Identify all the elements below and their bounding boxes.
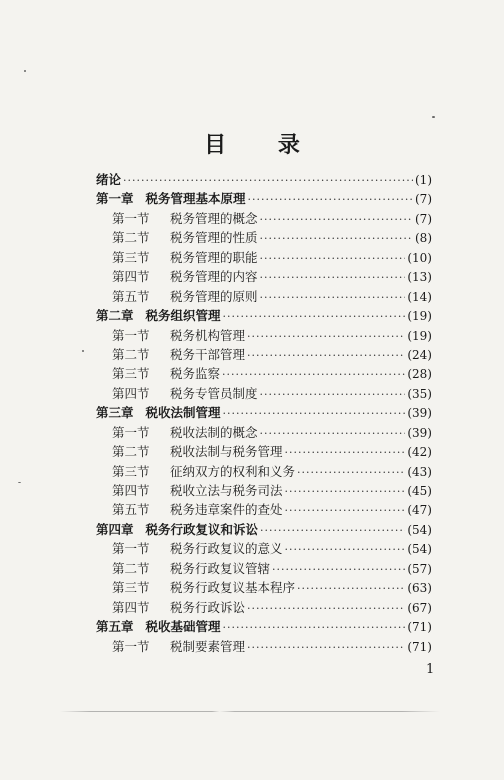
toc-page-ref: (10) [407, 250, 432, 265]
toc-leader-dots [247, 327, 405, 346]
toc-page-ref: (47) [407, 503, 432, 518]
toc-page-ref: (57) [407, 561, 432, 576]
toc-entry-label [96, 267, 260, 286]
toc-entry-title: 税收法制的概念 [170, 424, 258, 440]
toc-section-row [96, 287, 432, 306]
toc-leader-dots [223, 404, 406, 423]
toc-page-ref: (24) [407, 347, 432, 362]
toc-chapter-row [96, 403, 432, 422]
toc-entry-number: 第三节 [112, 366, 150, 382]
toc-section-row [96, 326, 432, 345]
toc-leader-dots [260, 424, 406, 443]
toc-entry-label [96, 559, 272, 578]
toc-entry-number: 第三节 [112, 580, 150, 596]
toc-entry-number: 第四节 [112, 599, 150, 615]
toc-entry-number: 第二节 [112, 230, 150, 246]
toc-section-row [96, 539, 432, 558]
toc-page-ref: (13) [407, 270, 432, 285]
toc-leader-dots [285, 501, 406, 520]
toc-leader-dots [260, 288, 406, 307]
toc-page-ref: (67) [407, 600, 432, 615]
toc-entry-label [96, 500, 285, 519]
toc-section-row [96, 578, 432, 597]
toc-section-row [96, 559, 432, 578]
toc-section-row [96, 364, 432, 383]
toc-page-ref: (54) [407, 522, 432, 537]
toc-page-ref: (43) [407, 464, 432, 479]
toc-entry-label [96, 423, 260, 442]
toc-section-row [96, 462, 432, 481]
toc-page-ref: (19) [407, 309, 432, 324]
toc-section-row [96, 267, 432, 286]
toc-leader-dots [285, 540, 406, 559]
toc-leader-dots [285, 482, 406, 501]
toc-entry-number: 第四章 [96, 521, 134, 537]
toc-entry-label [96, 248, 260, 267]
toc-entry-title: 税务管理的内容 [170, 269, 258, 285]
bottom-scan-line [60, 711, 440, 712]
toc-leader-dots [222, 365, 405, 384]
toc-page-ref: (35) [407, 386, 432, 401]
toc-section-row [96, 637, 432, 656]
toc-entry-title: 税务行政复议基本程序 [170, 580, 296, 596]
toc-leader-dots [297, 579, 405, 598]
toc-entry-label [96, 189, 248, 208]
toc-entry-title: 税务行政复议的意义 [170, 541, 283, 557]
toc-entry-label [96, 384, 260, 403]
toc-entry-number: 第一章 [96, 191, 134, 207]
toc-leader-dots [297, 463, 405, 482]
scan-speck [432, 116, 435, 118]
toc-section-row [96, 598, 432, 617]
toc-entry-title: 税收法制与税务管理 [170, 444, 283, 460]
toc-entry-number: 第三节 [112, 249, 150, 265]
toc-section-row [96, 228, 432, 247]
toc-entry-label [96, 598, 247, 617]
toc-entry-title: 税务管理的职能 [170, 249, 258, 265]
toc-leader-dots [247, 638, 405, 657]
toc-entry-number: 第二节 [112, 444, 150, 460]
toc-entry-label [96, 306, 223, 325]
toc-entry-label [96, 578, 297, 597]
toc-entry-number: 第三章 [96, 405, 134, 421]
toc-entry-number: 第一节 [112, 638, 150, 654]
toc-page-ref: (28) [407, 367, 432, 382]
toc-entry-title: 税务管理的性质 [170, 230, 258, 246]
toc-section-row [96, 481, 432, 500]
toc-entry-number: 第二节 [112, 560, 150, 576]
toc-leader-dots [272, 560, 405, 579]
toc-entry-title: 税制要素管理 [170, 638, 246, 654]
toc-entry-number: 第四节 [112, 269, 150, 285]
toc-entry-title: 税务专管员制度 [170, 385, 258, 401]
toc-entry-title: 征纳双方的权利和义务 [170, 463, 296, 479]
toc-entry-number: 第三节 [112, 463, 150, 479]
toc-entry-number: 第一节 [112, 327, 150, 343]
toc-leader-dots [247, 346, 405, 365]
toc-page-ref: (45) [407, 484, 432, 498]
toc-entry-number: 第四节 [112, 483, 150, 498]
toc-section-row [96, 442, 432, 461]
scan-speck [18, 482, 21, 483]
toc-entry-number: 第二节 [112, 346, 150, 362]
toc-leader-dots [223, 618, 406, 637]
toc-entry-number: 第五节 [112, 502, 150, 518]
toc-chapter-row [96, 170, 432, 189]
toc-entry-title: 税收立法与税务司法 [170, 483, 283, 498]
toc-leader-dots [123, 171, 413, 190]
toc-leader-dots [247, 599, 405, 618]
toc-entry-title: 税务行政诉讼 [170, 599, 246, 615]
toc-page-ref: (54) [407, 542, 432, 557]
scan-speck [24, 70, 26, 72]
toc-section-row [96, 384, 432, 403]
toc-leader-dots [248, 190, 413, 209]
toc-leader-dots [223, 307, 406, 326]
toc-entry-label [96, 520, 260, 539]
toc-page-ref: (39) [407, 425, 432, 440]
toc-entry-label [96, 326, 247, 345]
toc-entry-title: 税收法制管理 [145, 405, 221, 421]
toc-entry-number: 绪论 [96, 172, 122, 187]
table-of-contents [96, 170, 432, 656]
toc-leader-dots [260, 268, 406, 287]
toc-chapter-row [96, 520, 432, 539]
toc-chapter-row [96, 617, 432, 636]
toc-page-ref: (1) [415, 173, 432, 187]
toc-page-ref: (63) [407, 581, 432, 596]
toc-entry-title: 税务监察 [170, 366, 221, 382]
toc-entry-number: 第一节 [112, 541, 150, 557]
toc-page-ref: (7) [415, 192, 432, 207]
toc-entry-number: 第五章 [96, 619, 134, 635]
toc-leader-dots [260, 210, 413, 229]
toc-entry-label [96, 364, 222, 383]
toc-entry-title: 税收基础管理 [145, 619, 221, 635]
toc-entry-label [96, 462, 297, 481]
toc-entry-label [96, 228, 260, 247]
toc-leader-dots [260, 521, 405, 540]
toc-page-ref: (7) [415, 211, 432, 226]
toc-page-ref: (8) [415, 231, 432, 246]
toc-section-row [96, 248, 432, 267]
toc-entry-title: 税务管理基本原理 [145, 191, 246, 207]
toc-entry-title: 税务组织管理 [145, 308, 221, 324]
toc-leader-dots [260, 385, 406, 404]
scan-speck [82, 350, 84, 352]
toc-entry-title: 税务机构管理 [170, 327, 246, 343]
page-number: 1 [426, 662, 435, 677]
toc-page-ref: (71) [407, 620, 432, 635]
toc-chapter-row [96, 189, 432, 208]
toc-section-row [96, 345, 432, 364]
toc-entry-label [96, 170, 123, 189]
toc-section-row [96, 500, 432, 519]
toc-entry-number: 第一节 [112, 424, 150, 440]
toc-entry-title: 税务行政复议管辖 [170, 560, 271, 576]
toc-entry-number: 第四节 [112, 385, 150, 401]
toc-entry-number: 第五节 [112, 288, 150, 304]
toc-entry-title: 税务管理的原则 [170, 288, 258, 304]
toc-section-row [96, 209, 432, 228]
toc-entry-label [96, 403, 223, 422]
toc-chapter-row [96, 306, 432, 325]
toc-page-ref: (42) [407, 445, 432, 460]
toc-entry-title: 税务行政复议和诉讼 [145, 521, 259, 537]
page-title: 目 录 [204, 132, 322, 158]
toc-entry-number: 第一节 [112, 210, 150, 226]
toc-entry-number: 第二章 [96, 308, 134, 324]
toc-entry-label [96, 209, 260, 228]
toc-entry-label [96, 617, 223, 636]
toc-entry-label [96, 637, 247, 656]
toc-entry-label [96, 442, 285, 461]
toc-entry-title: 税务管理的概念 [170, 210, 258, 226]
toc-entry-title: 税务违章案件的查处 [170, 502, 283, 518]
toc-section-row [96, 423, 432, 442]
toc-leader-dots [285, 443, 406, 462]
toc-page-ref: (14) [407, 289, 432, 304]
toc-entry-label [96, 287, 260, 306]
toc-entry-label [96, 539, 285, 558]
toc-leader-dots [260, 229, 413, 248]
toc-entry-label [96, 345, 247, 364]
toc-page-ref: (19) [407, 328, 432, 343]
toc-page-ref: (71) [407, 639, 432, 654]
toc-entry-label [96, 481, 285, 500]
toc-leader-dots [260, 249, 406, 268]
toc-entry-title: 税务干部管理 [170, 346, 246, 362]
toc-page-ref: (39) [407, 406, 432, 421]
